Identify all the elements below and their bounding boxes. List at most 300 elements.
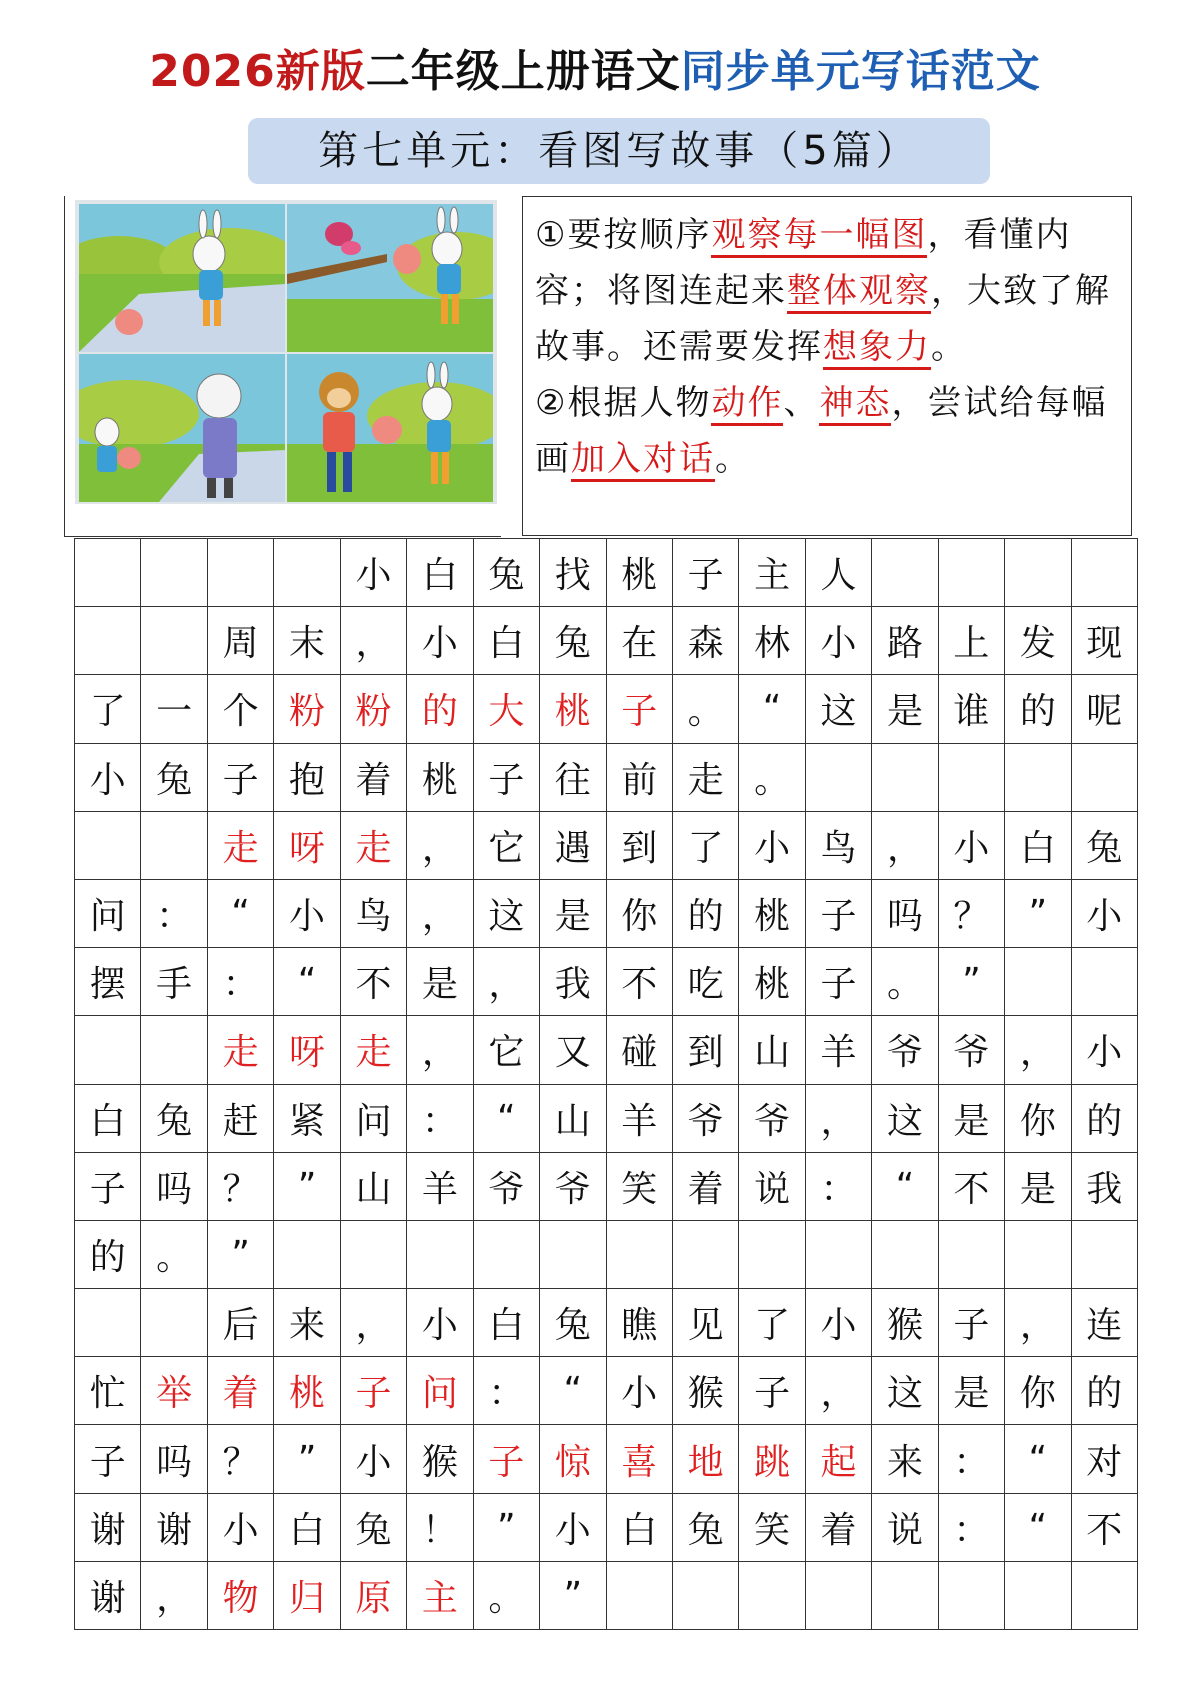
- grid-cell: “: [207, 879, 273, 947]
- grid-cell: ”: [1005, 879, 1071, 947]
- grid-cell: 爷: [872, 1016, 938, 1084]
- grid-cell: 的: [1071, 1084, 1137, 1152]
- grid-cell: “: [540, 1357, 606, 1425]
- grid-cell: [473, 1220, 539, 1288]
- essay-row: [75, 1220, 1138, 1288]
- grid-cell: 子: [473, 743, 539, 811]
- grid-cell: 来: [274, 1289, 340, 1357]
- grid-cell: [274, 1220, 340, 1288]
- grid-cell: 了: [75, 675, 141, 743]
- grid-cell: 桃: [739, 879, 805, 947]
- grid-cell: [141, 607, 207, 675]
- grid-cell: ，: [805, 1084, 871, 1152]
- grid-cell: 起: [805, 1425, 871, 1493]
- grid-cell: 。: [473, 1561, 539, 1629]
- grid-cell: 爷: [938, 1016, 1004, 1084]
- grid-cell: 子: [473, 1425, 539, 1493]
- tip-1: [535, 207, 1119, 375]
- grid-cell: 谁: [938, 675, 1004, 743]
- grid-cell: 谢: [141, 1493, 207, 1561]
- comic-panel-1: [79, 204, 285, 352]
- grid-cell: ”: [207, 1220, 273, 1288]
- grid-cell: 小: [75, 743, 141, 811]
- tip-2-highlight-a: 动作: [711, 383, 783, 426]
- grid-cell: 笑: [606, 1152, 672, 1220]
- grid-cell: 走: [340, 811, 406, 879]
- grid-cell: [739, 1220, 805, 1288]
- grid-cell: 小: [274, 879, 340, 947]
- tip-2-text-d: 。: [715, 439, 751, 479]
- grid-cell: 举: [141, 1357, 207, 1425]
- tip-2-text-a: ②根据人物: [535, 383, 712, 423]
- grid-cell: 子: [75, 1425, 141, 1493]
- tip-1-highlight-b: 整体观察: [787, 271, 931, 314]
- grid-cell: 瞧: [606, 1289, 672, 1357]
- grid-cell: ？: [207, 1425, 273, 1493]
- grid-cell: 是: [407, 948, 473, 1016]
- grid-cell: 走: [672, 743, 738, 811]
- grid-cell: ：: [473, 1357, 539, 1425]
- grid-cell: 山: [540, 1084, 606, 1152]
- tip-1-text-c: ，大致了解故事。还需要发挥: [535, 271, 1111, 367]
- grid-cell: ？: [938, 879, 1004, 947]
- grid-cell: 鸟: [805, 811, 871, 879]
- grid-cell: 小: [340, 1425, 406, 1493]
- grid-cell: 走: [207, 811, 273, 879]
- grid-cell: 这: [805, 675, 871, 743]
- grid-cell: 羊: [407, 1152, 473, 1220]
- grid-cell: 走: [340, 1016, 406, 1084]
- grid-cell: 这: [872, 1084, 938, 1152]
- grid-cell: 小: [340, 539, 406, 607]
- grid-cell: 原: [340, 1561, 406, 1629]
- comic-panel-3: [79, 354, 285, 502]
- tip-2-text-b: 、: [783, 383, 820, 423]
- essay-row: [75, 1493, 1138, 1561]
- grid-cell: 是: [938, 1357, 1004, 1425]
- grid-cell: 吗: [141, 1152, 207, 1220]
- grid-cell: 子: [606, 675, 672, 743]
- grid-cell: ”: [938, 948, 1004, 1016]
- grid-cell: 这: [872, 1357, 938, 1425]
- tip-2: [535, 375, 1119, 487]
- grid-cell: 谢: [75, 1561, 141, 1629]
- grid-cell: 林: [739, 607, 805, 675]
- comic-panel-2: [287, 204, 493, 352]
- grid-cell: 兔: [540, 607, 606, 675]
- grid-cell: [1071, 1220, 1137, 1288]
- grid-cell: 不: [606, 948, 672, 1016]
- grid-cell: [407, 1220, 473, 1288]
- grid-cell: 小: [1071, 879, 1137, 947]
- grid-cell: ”: [473, 1493, 539, 1561]
- grid-cell: 兔: [141, 743, 207, 811]
- grid-cell: 是: [540, 879, 606, 947]
- grid-cell: [938, 743, 1004, 811]
- grid-cell: 兔: [141, 1084, 207, 1152]
- essay-row: [75, 879, 1138, 947]
- grid-cell: “: [872, 1152, 938, 1220]
- grid-cell: 着: [207, 1357, 273, 1425]
- grid-cell: 的: [407, 675, 473, 743]
- grid-cell: 周: [207, 607, 273, 675]
- grid-cell: [75, 539, 141, 607]
- grid-cell: 白: [1005, 811, 1071, 879]
- grid-cell: [1005, 1561, 1071, 1629]
- grid-cell: 的: [672, 879, 738, 947]
- grid-cell: [75, 1016, 141, 1084]
- essay-row: [75, 1084, 1138, 1152]
- grid-cell: ，: [473, 948, 539, 1016]
- grid-cell: 在: [606, 607, 672, 675]
- grid-cell: [739, 1561, 805, 1629]
- grid-cell: 吗: [872, 879, 938, 947]
- grid-cell: 兔: [540, 1289, 606, 1357]
- grid-cell: “: [473, 1084, 539, 1152]
- comic-panel-4: [287, 354, 493, 502]
- grid-cell: 桃: [739, 948, 805, 1016]
- grid-cell: 猴: [672, 1357, 738, 1425]
- grid-cell: 子: [75, 1152, 141, 1220]
- grid-cell: ，: [141, 1561, 207, 1629]
- grid-cell: 往: [540, 743, 606, 811]
- grid-cell: 地: [672, 1425, 738, 1493]
- grid-cell: [606, 1220, 672, 1288]
- grid-cell: [1071, 1561, 1137, 1629]
- grid-cell: 现: [1071, 607, 1137, 675]
- grid-cell: [872, 539, 938, 607]
- page-title: [0, 42, 1190, 102]
- grid-cell: 小: [407, 607, 473, 675]
- grid-cell: 子: [739, 1357, 805, 1425]
- grid-cell: 后: [207, 1289, 273, 1357]
- grid-cell: [75, 811, 141, 879]
- grid-cell: 主: [739, 539, 805, 607]
- grid-cell: 桃: [274, 1357, 340, 1425]
- grid-cell: [340, 1220, 406, 1288]
- grid-cell: ”: [274, 1425, 340, 1493]
- grid-cell: 问: [340, 1084, 406, 1152]
- grid-cell: [938, 1561, 1004, 1629]
- grid-cell: 来: [872, 1425, 938, 1493]
- grid-cell: ！: [407, 1493, 473, 1561]
- grid-cell: 。: [672, 675, 738, 743]
- grid-cell: 遇: [540, 811, 606, 879]
- grid-cell: 末: [274, 607, 340, 675]
- grid-cell: ，: [407, 879, 473, 947]
- grid-cell: 小: [739, 811, 805, 879]
- grid-cell: ，: [1005, 1016, 1071, 1084]
- grid-cell: [1005, 948, 1071, 1016]
- grid-cell: 爷: [473, 1152, 539, 1220]
- grid-cell: 吗: [141, 1425, 207, 1493]
- grid-cell: 呀: [274, 811, 340, 879]
- grid-cell: 人: [805, 539, 871, 607]
- grid-cell: 呀: [274, 1016, 340, 1084]
- grid-cell: [141, 1016, 207, 1084]
- grid-cell: 。: [141, 1220, 207, 1288]
- grid-cell: 爷: [672, 1084, 738, 1152]
- essay-row: [75, 1016, 1138, 1084]
- grid-cell: [540, 1220, 606, 1288]
- grid-cell: 鸟: [340, 879, 406, 947]
- grid-cell: [274, 539, 340, 607]
- tip-1-highlight-c: 想象力: [823, 327, 931, 370]
- essay-row: [75, 1561, 1138, 1629]
- grid-cell: 兔: [340, 1493, 406, 1561]
- grid-cell: 兔: [1071, 811, 1137, 879]
- grid-cell: 前: [606, 743, 672, 811]
- grid-cell: 白: [473, 1289, 539, 1357]
- grid-cell: [75, 1289, 141, 1357]
- essay-row: [75, 675, 1138, 743]
- grid-cell: 白: [606, 1493, 672, 1561]
- grid-cell: 你: [1005, 1357, 1071, 1425]
- grid-cell: 的: [75, 1220, 141, 1288]
- essay-row: [75, 1357, 1138, 1425]
- grid-cell: 对: [1071, 1425, 1137, 1493]
- grid-cell: 它: [473, 1016, 539, 1084]
- grid-cell: 抱: [274, 743, 340, 811]
- grid-cell: 走: [207, 1016, 273, 1084]
- grid-cell: [872, 1220, 938, 1288]
- grid-cell: 子: [207, 743, 273, 811]
- grid-cell: 桃: [606, 539, 672, 607]
- grid-cell: 跳: [739, 1425, 805, 1493]
- subtitle-text: 第七单元：看图写故事（5篇）: [318, 128, 920, 174]
- grid-cell: [1071, 948, 1137, 1016]
- grid-cell: [141, 539, 207, 607]
- grid-cell: 喜: [606, 1425, 672, 1493]
- grid-cell: 赶: [207, 1084, 273, 1152]
- grid-cell: 你: [606, 879, 672, 947]
- grid-cell: 桃: [540, 675, 606, 743]
- grid-cell: 子: [805, 948, 871, 1016]
- grid-cell: ，: [805, 1357, 871, 1425]
- grid-cell: 物: [207, 1561, 273, 1629]
- grid-cell: 粉: [274, 675, 340, 743]
- grid-cell: 发: [1005, 607, 1071, 675]
- grid-cell: ：: [938, 1425, 1004, 1493]
- grid-cell: ，: [407, 811, 473, 879]
- grid-cell: 个: [207, 675, 273, 743]
- grid-cell: 它: [473, 811, 539, 879]
- grid-cell: [805, 1561, 871, 1629]
- grid-cell: ：: [805, 1152, 871, 1220]
- grid-cell: 笑: [739, 1493, 805, 1561]
- grid-cell: 白: [75, 1084, 141, 1152]
- grid-cell: [672, 1220, 738, 1288]
- grid-cell: 归: [274, 1561, 340, 1629]
- title-part-topic: 同步单元写话范文: [680, 46, 1041, 97]
- grid-cell: 羊: [606, 1084, 672, 1152]
- grid-cell: ，: [407, 1016, 473, 1084]
- grid-cell: 找: [540, 539, 606, 607]
- grid-cell: [1071, 743, 1137, 811]
- grid-cell: “: [1005, 1425, 1071, 1493]
- grid-cell: 小: [938, 811, 1004, 879]
- grid-cell: 上: [938, 607, 1004, 675]
- grid-cell: ：: [407, 1084, 473, 1152]
- tip-2-highlight-b: 神态: [819, 383, 891, 426]
- grid-cell: 爷: [739, 1084, 805, 1152]
- grid-cell: 猴: [407, 1425, 473, 1493]
- grid-cell: 了: [739, 1289, 805, 1357]
- grid-cell: ”: [274, 1152, 340, 1220]
- grid-cell: 是: [938, 1084, 1004, 1152]
- grid-cell: 不: [1071, 1493, 1137, 1561]
- grid-cell: ？: [207, 1152, 273, 1220]
- grid-cell: 又: [540, 1016, 606, 1084]
- grid-cell: [141, 811, 207, 879]
- grid-cell: 小: [805, 1289, 871, 1357]
- grid-cell: 森: [672, 607, 738, 675]
- grid-cell: 忙: [75, 1357, 141, 1425]
- grid-cell: [938, 539, 1004, 607]
- grid-cell: “: [274, 948, 340, 1016]
- tip-1-text-b: ，看懂内容；将图连起来: [535, 215, 1072, 311]
- grid-cell: 吃: [672, 948, 738, 1016]
- grid-cell: 是: [1005, 1152, 1071, 1220]
- grid-cell: 。: [872, 948, 938, 1016]
- grid-cell: 摆: [75, 948, 141, 1016]
- tip-2-text-c: ，尝试给每幅画: [535, 383, 1108, 479]
- grid-cell: 。: [739, 743, 805, 811]
- grid-cell: 主: [407, 1561, 473, 1629]
- grid-cell: [938, 1220, 1004, 1288]
- grid-cell: [672, 1561, 738, 1629]
- essay-writing-grid: [74, 538, 1138, 1630]
- grid-cell: ”: [540, 1561, 606, 1629]
- grid-cell: [1005, 539, 1071, 607]
- essay-row: [75, 1152, 1138, 1220]
- grid-cell: 小: [207, 1493, 273, 1561]
- grid-cell: 小: [805, 607, 871, 675]
- tip-2-highlight-c: 加入对话: [571, 439, 715, 482]
- title-part-grade: 二年级上册语文: [365, 46, 681, 97]
- grid-cell: 说: [872, 1493, 938, 1561]
- grid-cell: 这: [473, 879, 539, 947]
- title-part-year: 2026新版: [149, 46, 366, 97]
- grid-cell: 不: [938, 1152, 1004, 1220]
- picture-frame: [64, 196, 501, 537]
- grid-cell: ，: [1005, 1289, 1071, 1357]
- grid-cell: 着: [672, 1152, 738, 1220]
- grid-cell: 连: [1071, 1289, 1137, 1357]
- grid-cell: 的: [1005, 675, 1071, 743]
- grid-cell: 子: [672, 539, 738, 607]
- grid-cell: 子: [340, 1357, 406, 1425]
- grid-cell: [1071, 539, 1137, 607]
- tip-1-text-a: ①要按顺序: [535, 215, 712, 255]
- grid-cell: [141, 1289, 207, 1357]
- grid-cell: ：: [938, 1493, 1004, 1561]
- essay-row: [75, 1425, 1138, 1493]
- grid-cell: [872, 1561, 938, 1629]
- grid-cell: 了: [672, 811, 738, 879]
- grid-cell: 到: [606, 811, 672, 879]
- grid-cell: “: [739, 675, 805, 743]
- grid-cell: “: [1005, 1493, 1071, 1561]
- subtitle-banner: [248, 118, 990, 184]
- grid-cell: 着: [340, 743, 406, 811]
- grid-cell: 碰: [606, 1016, 672, 1084]
- grid-cell: [872, 743, 938, 811]
- grid-cell: ，: [340, 607, 406, 675]
- grid-cell: 问: [75, 879, 141, 947]
- grid-cell: 我: [1071, 1152, 1137, 1220]
- grid-cell: 白: [274, 1493, 340, 1561]
- tip-1-highlight-a: 观察每一幅图: [711, 215, 927, 258]
- grid-cell: 呢: [1071, 675, 1137, 743]
- grid-cell: 粉: [340, 675, 406, 743]
- grid-cell: [1005, 743, 1071, 811]
- grid-cell: 你: [1005, 1084, 1071, 1152]
- grid-cell: 紧: [274, 1084, 340, 1152]
- grid-cell: [75, 607, 141, 675]
- grid-cell: [1005, 1220, 1071, 1288]
- grid-cell: 白: [407, 539, 473, 607]
- grid-cell: 手: [141, 948, 207, 1016]
- essay-row: [75, 811, 1138, 879]
- grid-cell: 问: [407, 1357, 473, 1425]
- grid-cell: [606, 1561, 672, 1629]
- grid-cell: 爷: [540, 1152, 606, 1220]
- grid-cell: ，: [872, 811, 938, 879]
- grid-cell: 谢: [75, 1493, 141, 1561]
- grid-cell: 桃: [407, 743, 473, 811]
- essay-row: [75, 539, 1138, 607]
- writing-tips-box: [522, 196, 1132, 536]
- grid-cell: 山: [739, 1016, 805, 1084]
- grid-cell: 白: [473, 607, 539, 675]
- grid-cell: 子: [805, 879, 871, 947]
- grid-cell: 着: [805, 1493, 871, 1561]
- essay-row: [75, 1289, 1138, 1357]
- essay-row: [75, 948, 1138, 1016]
- grid-cell: 小: [606, 1357, 672, 1425]
- grid-cell: [805, 743, 871, 811]
- tip-1-text-d: 。: [931, 327, 967, 367]
- grid-cell: 惊: [540, 1425, 606, 1493]
- grid-cell: 猴: [872, 1289, 938, 1357]
- grid-cell: 的: [1071, 1357, 1137, 1425]
- grid-cell: [207, 539, 273, 607]
- grid-cell: [805, 1220, 871, 1288]
- grid-cell: 路: [872, 607, 938, 675]
- grid-cell: 我: [540, 948, 606, 1016]
- grid-cell: 到: [672, 1016, 738, 1084]
- essay-row: [75, 607, 1138, 675]
- grid-cell: 不: [340, 948, 406, 1016]
- essay-row: [75, 743, 1138, 811]
- grid-cell: 兔: [672, 1493, 738, 1561]
- grid-cell: 一: [141, 675, 207, 743]
- grid-cell: ：: [207, 948, 273, 1016]
- grid-cell: 是: [872, 675, 938, 743]
- comic-strip: [75, 200, 497, 504]
- grid-cell: ：: [141, 879, 207, 947]
- grid-cell: 小: [407, 1289, 473, 1357]
- grid-cell: 子: [938, 1289, 1004, 1357]
- grid-cell: 说: [739, 1152, 805, 1220]
- grid-cell: 小: [1071, 1016, 1137, 1084]
- grid-cell: 兔: [473, 539, 539, 607]
- grid-cell: 大: [473, 675, 539, 743]
- grid-cell: 羊: [805, 1016, 871, 1084]
- grid-cell: 小: [540, 1493, 606, 1561]
- grid-cell: 山: [340, 1152, 406, 1220]
